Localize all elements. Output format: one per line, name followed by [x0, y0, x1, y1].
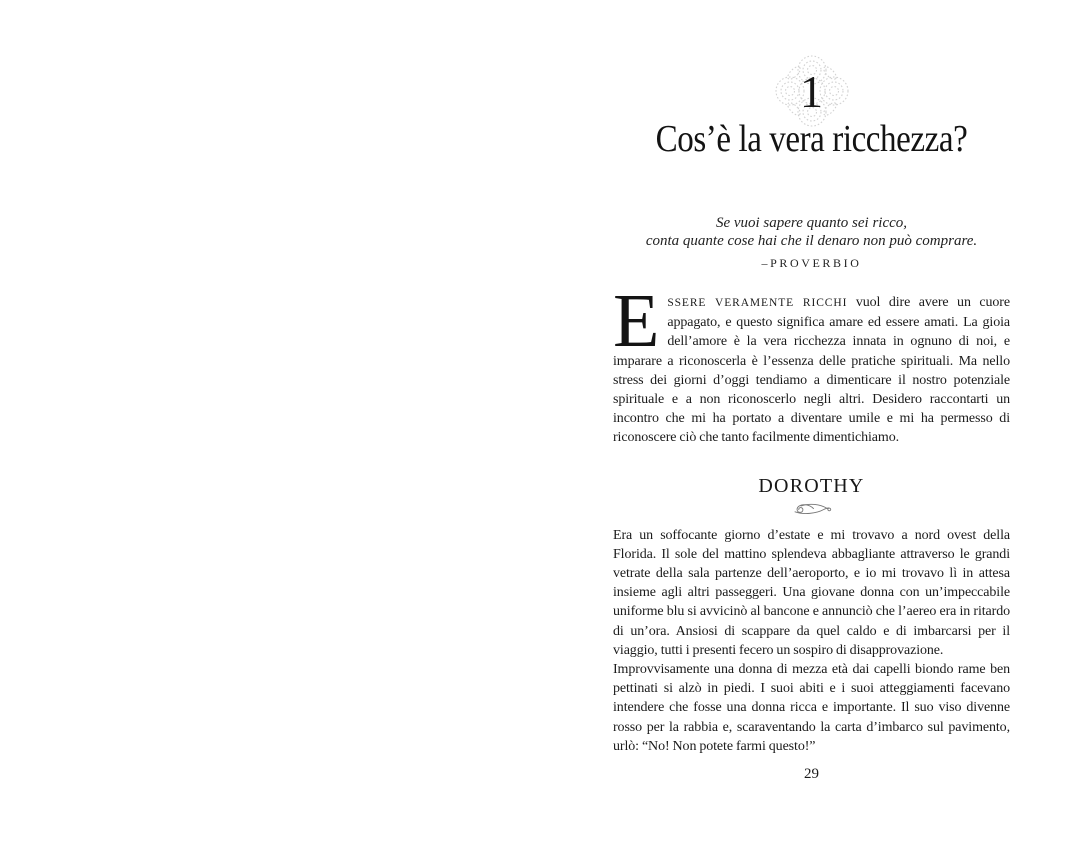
epigraph — [613, 214, 1010, 270]
paragraph: Improvvisamente una donna di mezza età dai capelli biondo rame ben pettinati si alzò in piedi. I suoi abiti e i suoi atteggiamenti facevano intendere che fosse una donna ricca e importante. Il suo viso divenne rosso per la rabbia e, scaraventando la carta d’imbarco sul pavimento, urlò: “No! Non potete farmi questo!” — [613, 662, 1010, 754]
flourish — [790, 501, 834, 517]
paragraph-text: vuol dire avere un cuore appagato, e questo significa amare ed essere amati. La gioia dell’amore è la vera ricchezza innata in ognuno di noi, e imparare a riconoscerla è l’essenza delle pratiche spirituali. Ma nello stress dei giorni d’oggi tendiamo a dimenticare il nostro potenziale spirituale e a non riconoscerlo negli altri. Desidero raccontarti un incontro che mi ha portato a diventare umile e mi ha permesso di riconoscere ciò che tanto facilmente dimentichiamo. — [613, 295, 1010, 446]
paragraph: Era un soffocante giorno d’estate e mi trovavo a nord ovest della Florida. Il sole del mattino splendeva abbagliante attraverso le grandi vetrate della sala partenze dell’aeroporto, e io mi trovavo lì in attesa insieme agli altri passeggeri. Una giovane donna con un’impeccabile uniforme blu si avvicinò al bancone e annunciò che l’aereo era in ritardo di un’ora. Ansiosi di scappare da quel caldo e di imbarcarsi per il viaggio, tutti i presenti fecero un sospiro di disapprovazione. — [613, 527, 1010, 658]
paragraph-opening — [613, 279, 1010, 448]
epigraph-line: conta quante cose hai che il denaro non può comprare. — [645, 233, 978, 249]
small-caps-lead: SSERE VERAMENTE RICCHI — [667, 297, 848, 309]
page-content — [613, 0, 1010, 782]
section-heading: DOROTHY — [758, 474, 865, 497]
chapter-ornament — [774, 54, 850, 128]
chapter-number: 1 — [800, 66, 823, 117]
epigraph-line: Se vuoi sapere quanto sei ricco, — [715, 215, 908, 231]
chapter-title: Cos’è la vera ricchezza? — [655, 118, 968, 160]
page-number: 29 — [804, 766, 819, 783]
right-page — [540, 0, 1080, 860]
flourish-icon — [790, 501, 834, 517]
drop-cap: E — [613, 279, 660, 363]
epigraph-attribution: –PROVERBIO — [761, 256, 862, 270]
